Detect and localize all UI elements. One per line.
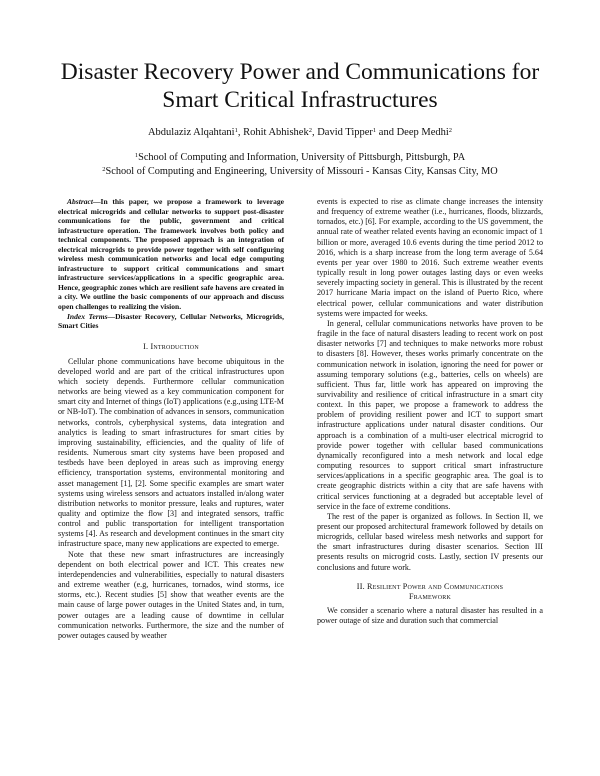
body-paragraph: Note that these new smart infrastructures are increasingly dependent on both electrical power and ICT. This creates new interdependencies and vulnerabilities, especially to natural disasters and extreme weather (e.g, hurricanes, tornados, wind storms, ice storms, etc.). Recent studies [5] show that weather events are the main cause of large power outages in the United States and, in turn, power outages are a leading cause of downtime in cellular communication networks. Furthermore, the size and the number of power outages caused by weather bbox=[58, 549, 284, 640]
author-separator: , bbox=[311, 127, 318, 138]
abstract-dash: — bbox=[93, 197, 101, 206]
affiliation bbox=[40, 150, 560, 164]
abstract-label: Abstract bbox=[67, 197, 93, 206]
affiliation-list bbox=[40, 150, 560, 178]
author-name: Rohit Abhishek bbox=[243, 127, 309, 138]
author-name: Deep Medhi bbox=[396, 127, 449, 138]
index-terms bbox=[58, 312, 284, 331]
index-terms-text: Disaster Recovery, Cellular Networks, Microgrids, Smart Cities bbox=[58, 311, 284, 331]
author-separator: and bbox=[376, 127, 397, 138]
section-heading-framework bbox=[317, 582, 543, 602]
index-terms-dash: — bbox=[107, 311, 116, 321]
affiliation-text: School of Computing and Information, University of Pittsburgh, Pittsburgh, PA bbox=[138, 152, 466, 163]
index-terms-label: Index Terms bbox=[67, 311, 108, 321]
author-list bbox=[40, 124, 560, 139]
author-affiliation-marker: 1 bbox=[234, 127, 238, 134]
affiliation bbox=[40, 164, 560, 178]
left-column bbox=[58, 197, 284, 641]
author-name: Abdulaziz Alqahtani bbox=[147, 127, 235, 138]
body-paragraph: events is expected to rise as climate change increases the intensity and frequency of extreme weather (i.e., hurricanes, floods, blizzards, tornados, etc.) [6]. For example, according to the US government, the annual rate of weather related events having an economic impact of 1 billion or more, averaged 10.6 events during the time period 2012 to 2016, which is a sharp increase from the long term average of 5.64 events per year over 1980 to 2016. Such extreme weather events typically result in long power outages lasting days or even weeks severely impacting society in general. This is illustrated by the recent 2017 hurricane Maria impact on the island of Puerto Rico, where electrical power, cellular communications and water distribution systems were impacted for weeks. bbox=[317, 197, 543, 318]
body-paragraph: We consider a scenario where a natural disaster has resulted in a power outage of size and duration such that commercial bbox=[317, 605, 543, 625]
author-affiliation-marker: 2 bbox=[308, 127, 312, 134]
body-paragraph: The rest of the paper is organized as follows. In Section II, we present our proposed architectural framework followed by details on microgrids, cellular based wireless mesh networks and support for the smart infrastructures during disaster scenarios. Section III presents results on microgrid costs. Lastly, section IV presents our conclusions and future work. bbox=[317, 511, 543, 572]
section-heading-line: Framework bbox=[409, 591, 451, 601]
section-heading-introduction: I. Introduction bbox=[143, 341, 199, 351]
affiliation-text: School of Computing and Engineering, University of Missouri - Kansas City, Kansas City, MO bbox=[105, 166, 498, 177]
body-paragraph: Cellular phone communications have become ubiquitous in the developed world and are part of the critical infrastructures upon which society depends. Furthermore cellular communication networks are being viewed as a key communication component for smart city and Internet of things (IoT) applications (e.g.,using LTE-M or NB-IoT). The combination of advances in sensors, communication networks, controls, cyberphysical systems, data integration and analytics is leading to smart infrastructures for smart cities by improving sustainability, efficiencies, and the quality of life of residents. Numerous smart city systems have been proposed and testbeds have been deployed in areas such as improving energy efficiency, transportation systems, environmental monitoring and asset management [1], [2]. Some specific examples are smart water systems using wireless sensors and actuators installed in/along water distribution networks to monitor pressure, leaks and ruptures, water quality and optimize the flow [3] and integrated sensors, traffic control and public transportation for intelligent transportation systems [4]. As research and development continues in the smart city infrastructure space, many new applications are expected to emerge. bbox=[58, 356, 284, 549]
abstract bbox=[58, 197, 284, 312]
author-name: David Tipper bbox=[317, 127, 373, 138]
paper-title: Disaster Recovery Power and Communications for Smart Critical Infrastructures bbox=[60, 59, 540, 113]
affiliation-marker: 2 bbox=[102, 166, 106, 173]
abstract-text: In this paper, we propose a framework to leverage electrical microgrids and cellular networks to support post-disaster communications for the public, government and critical infrastructure operation. The framework involves both policy and technical components. The proposed approach is an integration of electrical microgrids to provide power together with self configuring wireless mesh communication networks and local edge computing infrastructure to support critical communications and smart infrastructure services/applications in a specific geographic area. Hence, geographic zones which are resilient safe havens are created in a city. We outline the basic components of our approach and discuss open challenges to realizing the vision. bbox=[58, 197, 284, 312]
body-paragraph: In general, cellular communications networks have proven to be fragile in the face of natural disasters leading to recent work on post disaster networks [7] and techniques to make networks more robust to disasters [8]. However, theses works primarly concentrate on the communication network in isolation, ignoring the need for power or assuming temporary solutions (e.g., batteries, cells on wheels) are sufficient. Thus far, little work has appeared on improving the survivability and resilience of critical infrastructure in a smart city context. In this paper, we propose a framework to address the problem of providing resilient power and ICT to support smart infrastructure applications under natural disaster conditions. Our approach is a combination of a multi-user electrical microgrid to provide power together with cellular based communications dynamically reconfigured into a mesh network and local edge computing resources to support critical smart infrastructure services/applications in a specific geographic area. The goal is to create geographic districts within a city that are safe havens with critical services functioning at a degraded but acceptable level of service in the face of extreme conditions. bbox=[317, 318, 543, 511]
right-column bbox=[317, 197, 543, 626]
author-affiliation-marker: 1 bbox=[372, 127, 377, 134]
section-heading-line: II. Resilient Power and Communications bbox=[356, 581, 504, 591]
author-separator: , bbox=[237, 127, 244, 138]
author-affiliation-marker: 2 bbox=[448, 127, 453, 134]
affiliation-marker: 1 bbox=[134, 152, 139, 159]
